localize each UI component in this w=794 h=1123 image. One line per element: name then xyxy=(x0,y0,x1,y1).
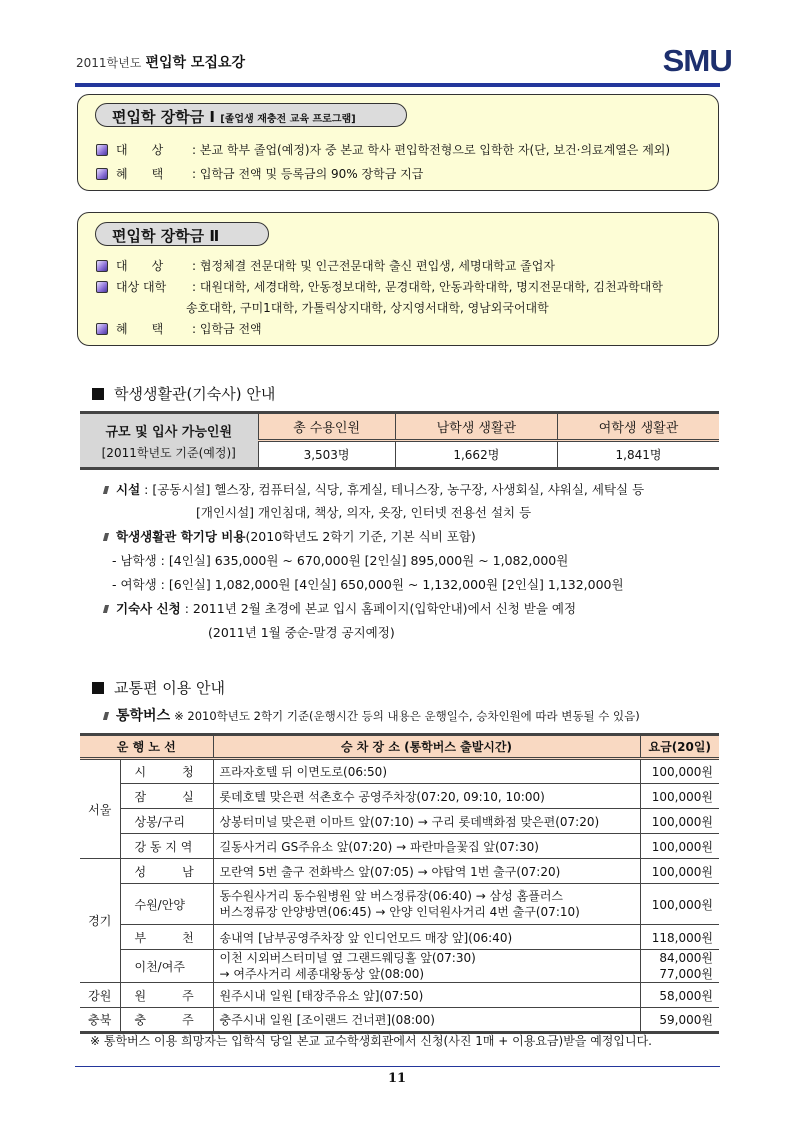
bullet-icon xyxy=(96,168,108,180)
place-cell xyxy=(213,925,640,950)
table-cell: 1,841명 xyxy=(558,441,719,469)
fee-text: 100,000원 xyxy=(651,765,713,779)
place-text: → 여주사거리 세종대왕동상 앞(08:00) xyxy=(219,967,425,981)
fee-text: 59,000원 xyxy=(659,1013,713,1027)
region-cell: 경기 xyxy=(80,859,120,983)
bullet-icon xyxy=(103,605,109,613)
column-header: 요금(20일) xyxy=(640,735,719,759)
square-bullet-icon xyxy=(92,682,104,694)
scholarship-1-title: 편입학 장학금 Ⅰ [졸업생 재충전 교육 프로그램] xyxy=(95,103,407,127)
route-cell xyxy=(120,784,213,809)
fee-cell xyxy=(640,1008,719,1033)
bullet-icon xyxy=(103,712,109,720)
page-number: 11 xyxy=(387,1071,407,1086)
place-text: 프라자호텔 뒤 이면도로(06:50) xyxy=(219,765,387,779)
table-row xyxy=(80,983,719,1008)
table-row xyxy=(80,884,719,925)
list-item: 혜 택 : 입학금 전액 xyxy=(96,320,262,337)
section-heading-transport: 교통편 이용 안내 xyxy=(92,677,225,698)
place-text: 동수원사거리 동수원병원 앞 버스정류장(06:40) → 삼성 홈플러스 xyxy=(219,889,564,903)
route-text: 원 주 xyxy=(134,988,194,1003)
fee-cell xyxy=(640,859,719,884)
place-cell xyxy=(213,859,640,884)
place-cell xyxy=(213,784,640,809)
place-cell xyxy=(213,983,640,1008)
route-cell xyxy=(120,859,213,884)
place-cell xyxy=(213,809,640,834)
fee-text: 100,000원 xyxy=(651,789,713,804)
route-text: 상봉/구리 xyxy=(134,814,185,829)
column-header: 남학생 생활관 xyxy=(395,413,557,441)
place-cell xyxy=(213,1008,640,1033)
fee-text: 100,000원 xyxy=(651,839,713,854)
fee-cell xyxy=(640,884,719,925)
region-cell: 충북 xyxy=(80,1008,120,1033)
table-row xyxy=(80,809,719,834)
route-text: 부 천 xyxy=(134,930,194,945)
fee-cell xyxy=(640,809,719,834)
table-row xyxy=(80,925,719,950)
place-text: 롯데호텔 맞은편 석촌호수 공영주차장(07:20, 09:10, 10:00) xyxy=(219,789,545,804)
facility-line: 시설 : [공동시설] 헬스장, 컴퓨터실, 식당, 휴게실, 테니스장, 농구장, 사생회실, 샤워실, 세탁실 등 xyxy=(104,480,644,498)
fee-text: 100,000원 xyxy=(651,864,713,879)
table-row xyxy=(80,1008,719,1033)
region-cell: 강원 xyxy=(80,983,120,1008)
table-row xyxy=(80,784,719,809)
bullet-icon xyxy=(96,144,108,156)
scholarship-2-box xyxy=(77,212,719,346)
bullet-icon xyxy=(103,486,109,494)
route-text: 수원/안양 xyxy=(134,897,185,912)
route-text: 성 남 xyxy=(134,864,194,879)
table-row xyxy=(80,834,719,859)
list-item: 대 상 : 본교 학부 졸업(예정)자 중 본교 학사 편입학전형으로 입학한 자(단, 보건·의료계열은 제외) xyxy=(96,141,670,158)
facility-line-2: [개인시설] 개인침대, 책상, 의자, 옷장, 인터넷 전용선 설치 등 xyxy=(196,505,532,520)
region-cell: 서울 xyxy=(80,759,120,859)
fee-text: 100,000원 xyxy=(651,897,713,912)
place-text: 모란역 5번 출구 전화박스 앞(07:05) → 야탑역 1번 출구(07:20) xyxy=(219,864,561,879)
scholarship-1-box xyxy=(77,94,719,191)
bullet-icon xyxy=(96,260,108,272)
route-text: 이천/여주 xyxy=(134,959,185,974)
route-cell xyxy=(120,809,213,834)
fee-text: 100,000원 xyxy=(651,814,713,829)
place-text: 원주시내 일원 [태장주유소 앞](07:50) xyxy=(219,988,424,1003)
fee-cell xyxy=(640,925,719,950)
place-cell xyxy=(213,884,640,925)
fee-cell xyxy=(640,784,719,809)
route-cell xyxy=(120,925,213,950)
route-cell xyxy=(120,1008,213,1033)
fee-text: 77,000원 xyxy=(659,967,713,981)
fee-text: 118,000원 xyxy=(651,930,713,945)
table-row xyxy=(80,950,719,983)
table-row xyxy=(80,759,719,784)
place-text: 송내역 [남부공영주차장 앞 인디언모드 매장 앞](06:40) xyxy=(219,930,513,945)
apply-note: (2011년 1월 중순-말경 공지예정) xyxy=(208,625,395,640)
route-cell xyxy=(120,759,213,784)
smu-logo: SMU xyxy=(662,43,732,78)
place-cell xyxy=(213,834,640,859)
place-text: 충주시내 일원 [조이랜드 건너편](08:00) xyxy=(219,1013,435,1027)
fee-text: 58,000원 xyxy=(659,988,713,1003)
place-text: 상봉터미널 맞은편 이마트 앞(07:10) → 구리 롯데백화점 맞은편(07:20) xyxy=(219,814,600,829)
bullet-icon xyxy=(96,281,108,293)
bullet-icon xyxy=(96,323,108,335)
place-cell xyxy=(213,950,640,983)
route-cell xyxy=(120,950,213,983)
scholarship-2-title: 편입학 장학금 Ⅱ xyxy=(95,222,269,246)
bus-note-line: 통학버스 ※ 2010학년도 2학기 기준(운행시간 등의 내용은 운행일수, 승차인원에 따라 변동될 수 있음) xyxy=(104,705,640,725)
list-item-continued: 송호대학, 구미1대학, 가톨릭상지대학, 상지영서대학, 영남외국어대학 xyxy=(186,301,549,315)
apply-line: 기숙사 신청 : 2011년 2월 초경에 본교 입시 홈페이지(입학안내)에서 신청 받을 예정 xyxy=(104,599,576,617)
place-text: 이천 시외버스터미널 옆 그랜드웨딩홀 앞(07:30) xyxy=(219,951,476,965)
table-row xyxy=(80,859,719,884)
column-header: 여학생 생활관 xyxy=(558,413,719,441)
bus-footnote: ※ 통학버스 이용 희망자는 입학식 당일 본교 교수학생회관에서 신청(사진 1매 + 이용요금)받을 예정입니다. xyxy=(90,1034,652,1048)
list-item: 대상 대학 : 대원대학, 세경대학, 안동정보대학, 문경대학, 안동과학대학, 명지전문대학, 김천과학대학 xyxy=(96,278,663,295)
cost-female: - 여학생 : [6인실] 1,082,000원 [4인실] 650,000원 ~ 1,132,000원 [2인실] 1,132,000원 xyxy=(112,577,624,592)
place-cell xyxy=(213,759,640,784)
bus-table xyxy=(80,733,719,1034)
column-header: 운 행 노 선 xyxy=(80,735,213,759)
row-label: 규모 및 입사 가능인원 [2011학년도 기준(예정)] xyxy=(80,413,258,469)
route-text: 강 동 지 역 xyxy=(134,839,193,854)
list-item: 대 상 : 협정체결 전문대학 및 인근전문대학 출신 편입생, 세명대학교 졸업자 xyxy=(96,257,555,274)
place-text: 길동사거리 GS주유소 앞(07:20) → 파란마을꽃집 앞(07:30) xyxy=(219,839,539,854)
table-cell: 1,662명 xyxy=(395,441,557,469)
cost-line: 학생생활관 학기당 비용(2010학년도 2학기 기준, 기본 식비 포함) xyxy=(104,527,476,545)
list-item: 혜 택 : 입학금 전액 및 등록금의 90% 장학금 지급 xyxy=(96,165,423,182)
running-header: 2011학년도 편입학 모집요강 xyxy=(76,55,246,71)
route-text: 충 주 xyxy=(134,1013,194,1027)
route-cell xyxy=(120,983,213,1008)
fee-cell xyxy=(640,983,719,1008)
cost-male: - 남학생 : [4인실] 635,000원 ~ 670,000원 [2인실] 895,000원 ~ 1,082,000원 xyxy=(112,553,569,568)
bullet-icon xyxy=(103,533,109,541)
dorm-table xyxy=(80,411,719,470)
section-heading-dorm: 학생생활관(기숙사) 안내 xyxy=(92,383,275,404)
header-divider xyxy=(75,83,720,87)
column-header: 승 차 장 소 (통학버스 출발시간) xyxy=(213,735,640,759)
fee-text: 84,000원 xyxy=(659,951,713,965)
route-text: 시 청 xyxy=(134,765,194,779)
fee-cell xyxy=(640,834,719,859)
route-text: 잠 실 xyxy=(134,789,194,804)
fee-cell xyxy=(640,759,719,784)
place-text: 버스정류장 안양방면(06:45) → 안양 인덕원사거리 4번 출구(07:10) xyxy=(219,905,580,919)
route-cell xyxy=(120,884,213,925)
fee-cell xyxy=(640,950,719,983)
footer-divider xyxy=(75,1066,720,1067)
column-header: 총 수용인원 xyxy=(258,413,395,441)
table-cell: 3,503명 xyxy=(258,441,395,469)
square-bullet-icon xyxy=(92,388,104,400)
route-cell xyxy=(120,834,213,859)
